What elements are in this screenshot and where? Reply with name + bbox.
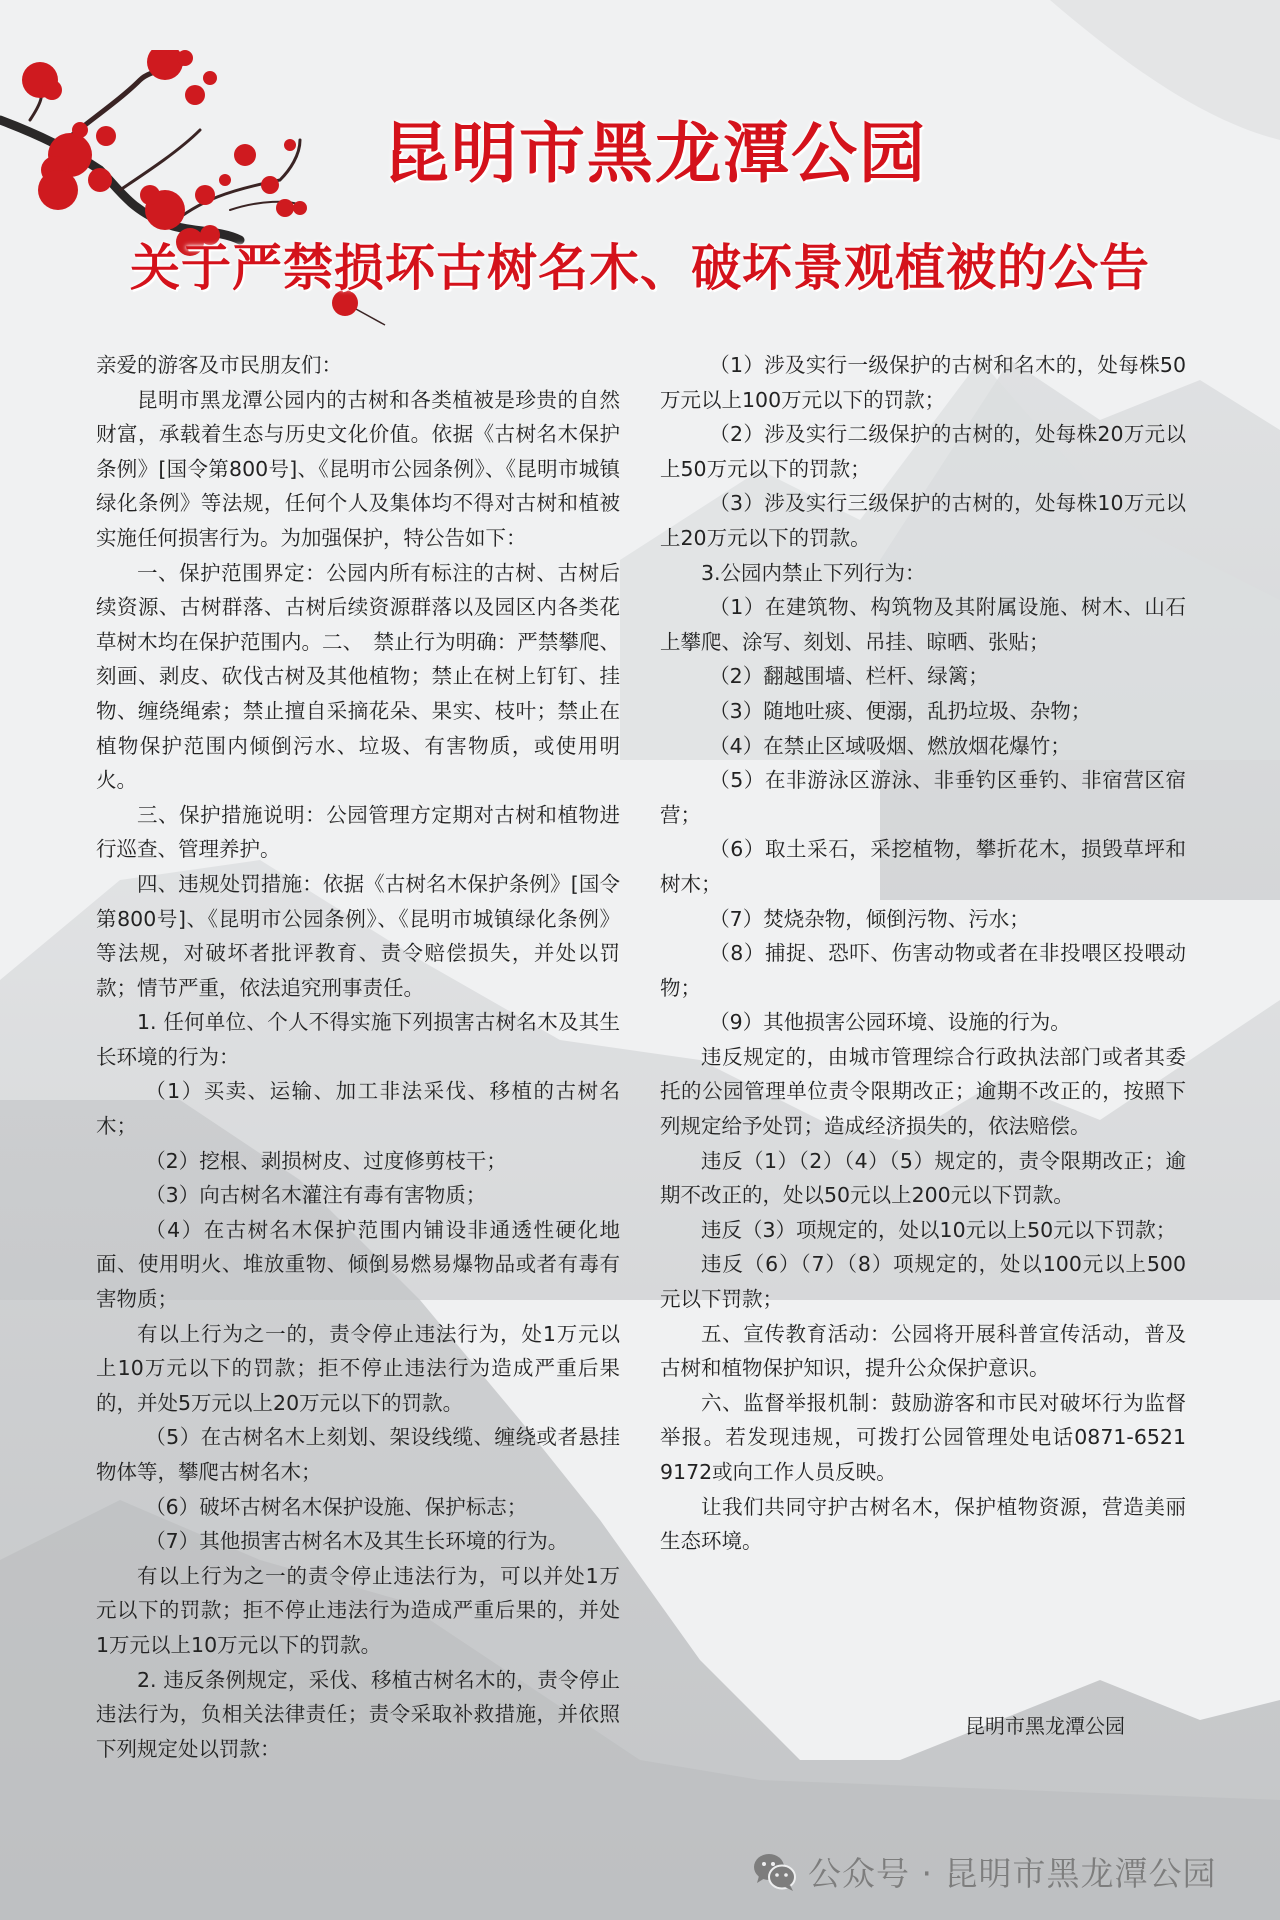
wechat-icon — [752, 1852, 798, 1892]
section-3-measures: 三、保护措施说明：公园管理方定期对古树和植物进行巡查、管理养护。 — [96, 802, 620, 862]
notice-right-column — [660, 348, 1186, 1559]
rule-3-item-4: （4）在禁止区域吸烟、燃放烟花爆竹； — [709, 733, 1071, 758]
rule-3-item-7: （7）焚烧杂物，倾倒污物、污水； — [709, 906, 1030, 931]
rule-2-heading: 2. 违反条例规定，采伐、移植古树名木的，责令停止违法行为，负相关法律责任；责令采取补救措施，并依照下列规定处以罚款： — [96, 1667, 620, 1761]
rule-3-enforcement: 违反规定的，由城市管理综合行政执法部门或者其委托的公园管理单位责令限期改正；逾期不改正的，按照下列规定给予处罚；造成经济损失的，依法赔偿。 — [660, 1044, 1186, 1139]
greeting: 亲爱的游客及市民朋友们： — [96, 353, 342, 377]
rule-3-penalty-c: 违反（6）（7）（8）项规定的，处以100元以上500元以下罚款； — [660, 1252, 1186, 1312]
rule-3-item-9: （9）其他损害公园环境、设施的行为。 — [709, 1010, 1071, 1035]
section-5-education: 五、宣传教育活动：公园将开展科普宣传活动，普及古树和植物保护知识，提升公众保护意识。 — [660, 1321, 1186, 1381]
rule-1-item-6: （6）破坏古树名木保护设施、保护标志； — [145, 1494, 528, 1519]
rule-1-item-4: （4）在古树名木保护范围内铺设非通透性硬化地面、使用明火、堆放重物、倾倒易燃易爆物品或者有毒有害物质； — [96, 1217, 620, 1312]
rule-1-item-2: （2）挖根、剥损树皮、过度修剪枝干； — [145, 1148, 507, 1173]
rule-3-item-8: （8）捕捉、恐吓、伤害动物或者在非投喂区投喂动物； — [660, 941, 1186, 1000]
rule-1-item-1: （1）买卖、运输、加工非法采伐、移植的古树名木； — [96, 1079, 620, 1139]
section-4-penalties: 四、违规处罚措施：依据《古树名木保护条例》[国令第800号]、《昆明市公园条例》、《昆明市城镇绿化条例》等法规，对破坏者批评教育、责令赔偿损失，并处以罚款；情节严重，依法追究刑事责任。 — [96, 871, 620, 1000]
rule-2-item-2: （2）涉及实行二级保护的古树的，处每株20万元以上50万元以下的罚款； — [660, 422, 1186, 481]
rule-3-item-6: （6）取土采石，采挖植物，攀折花木，损毁草坪和树木； — [660, 837, 1186, 896]
rule-3-heading: 3.公园内禁止下列行为： — [701, 560, 926, 585]
rule-3-item-2: （2）翻越围墙、栏杆、绿篱； — [709, 664, 989, 689]
notice-left-column — [96, 348, 620, 1766]
rule-1-item-7: （7）其他损害古树名木及其生长环境的行为。 — [145, 1529, 569, 1554]
rule-2-item-3: （3）涉及实行三级保护的古树的，处每株10万元以上20万元以下的罚款。 — [660, 491, 1186, 550]
watermark-text: 公众号 · 昆明市黑龙潭公园 — [808, 1854, 1217, 1893]
rule-3-item-1: （1）在建筑物、构筑物及其附属设施、树木、山石上攀爬、涂写、刻划、吊挂、晾晒、张贴； — [660, 595, 1186, 654]
rule-1-item-5: （5）在古树名木上刻划、架设线缆、缠绕或者悬挂物体等，攀爬古树名木； — [96, 1425, 620, 1484]
rule-3-penalty-b: 违反（3）项规定的，处以10元以上50元以下罚款； — [701, 1217, 1177, 1242]
closing-appeal: 让我们共同守护古树名木，保护植物资源，营造美丽生态环境。 — [660, 1494, 1186, 1554]
rule-3-penalty-a: 违反（1）（2）（4）（5）规定的，责令限期改正；逾期不改正的，处以50元以上200元以下罚款。 — [660, 1148, 1186, 1208]
rule-3-item-3: （3）随地吐痰、便溺，乱扔垃圾、杂物； — [709, 698, 1092, 723]
rule-1-penalty-a: 有以上行为之一的，责令停止违法行为，处1万元以上10万元以下的罚款；拒不停止违法行为造成严重后果的，并处5万元以上20万元以下的罚款。 — [96, 1321, 620, 1415]
notice-title: 关于严禁损坏古树名木、破坏景观植被的公告 — [130, 238, 1150, 297]
rule-1-item-3: （3）向古树名木灌注有毒有害物质； — [145, 1183, 487, 1208]
section-6-reporting: 六、监督举报机制：鼓励游客和市民对破坏行为监督举报。若发现违规，可拨打公园管理处电话0871-6521 9172或向工作人员反映。 — [660, 1390, 1186, 1484]
section-1-scope: 一、保护范围界定：公园内所有标注的古树、古树后续资源、古树群落、古树后续资源群落以及园区内各类花草树木均在保护范围内。二、 禁止行为明确：严禁攀爬、刻画、剥皮、砍伐古树及其他植物；禁止在树上钉钉、挂物、缠绕绳索；禁止擅自采摘花朵、果实、枝叶；禁止在植物保护范围内倾倒污水、垃圾、有害物质，或使用明火。 — [96, 560, 620, 793]
signature: 昆明市黑龙潭公园 — [965, 1714, 1125, 1738]
rule-2-item-1: （1）涉及实行一级保护的古树和名木的，处每株50万元以上100万元以下的罚款； — [660, 353, 1186, 412]
park-name-title: 昆明市黑龙潭公园 — [383, 114, 927, 192]
rule-3-item-5: （5）在非游泳区游泳、非垂钓区垂钓、非宿营区宿营； — [660, 768, 1186, 827]
intro-paragraph: 昆明市黑龙潭公园内的古树和各类植被是珍贵的自然财富，承载着生态与历史文化价值。依据《古树名木保护条例》[国令第800号]、《昆明市公园条例》、《昆明市城镇绿化条例》等法规，任何个人及集体均不得对古树和植被实施任何损害行为。为加强保护，特公告如下： — [96, 387, 620, 550]
rule-1-penalty-b: 有以上行为之一的责令停止违法行为，可以并处1万元以下的罚款；拒不停止违法行为造成严重后果的，并处1万元以上10万元以下的罚款。 — [96, 1563, 620, 1657]
rule-1-heading: 1. 任何单位、个人不得实施下列损害古树名木及其生长环境的行为： — [96, 1010, 620, 1069]
wechat-watermark — [752, 1848, 1216, 1895]
